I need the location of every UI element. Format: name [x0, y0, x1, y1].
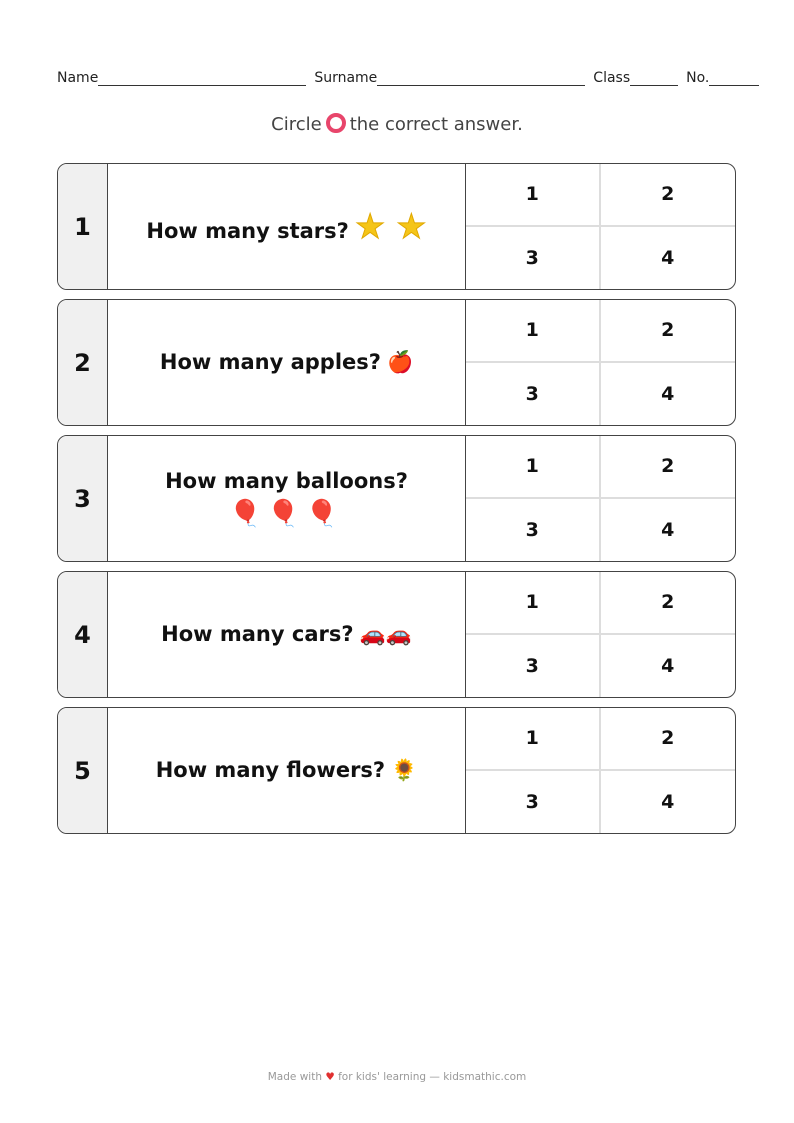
question-text: How many flowers?: [155, 758, 386, 782]
answer-option[interactable]: 2: [601, 164, 736, 227]
answer-option[interactable]: 1: [466, 436, 601, 499]
instruction: [0, 113, 794, 135]
question-row: [57, 571, 736, 698]
answer-option[interactable]: 2: [601, 300, 736, 363]
name-field[interactable]: [98, 73, 306, 86]
answer-grid: [466, 164, 735, 289]
class-field[interactable]: [630, 73, 678, 86]
answer-option[interactable]: 4: [661, 246, 675, 269]
question-number: 3: [58, 436, 108, 561]
question-text: How many cars?: [161, 622, 354, 646]
instruction-text: Circle: [271, 114, 322, 135]
question-cell: [108, 164, 466, 289]
surname-label: Surname: [314, 70, 378, 86]
footer: [0, 1071, 794, 1083]
question-cell: [108, 436, 466, 561]
question-picture-icon: 🌻: [391, 758, 418, 782]
question-cell: [108, 572, 466, 697]
question-number: 5: [58, 708, 108, 833]
answer-grid: [466, 436, 735, 561]
instruction-text: the correct answer.: [349, 114, 523, 135]
question-row: [57, 707, 736, 834]
question-number: 4: [58, 572, 108, 697]
answer-option[interactable]: 4: [661, 790, 675, 813]
no-field[interactable]: [709, 73, 759, 86]
footer-text: for kids' learning — kidsmathic.com: [338, 1071, 527, 1083]
answer-grid: [466, 572, 735, 697]
answer-option[interactable]: 4: [661, 654, 675, 677]
answer-option[interactable]: 1: [466, 572, 601, 635]
surname-field[interactable]: [377, 73, 585, 86]
answer-option[interactable]: 2: [601, 436, 736, 499]
answer-option[interactable]: 3: [466, 227, 601, 290]
answer-option[interactable]: 4: [661, 518, 675, 541]
answer-option[interactable]: 3: [466, 499, 601, 562]
question-number: 2: [58, 300, 108, 425]
footer-text: Made with: [267, 1071, 322, 1083]
question-row: [57, 163, 736, 290]
answer-option[interactable]: 2: [601, 572, 736, 635]
question-text: How many stars?: [146, 218, 349, 243]
question-picture-icon: 🚗🚗: [359, 622, 412, 646]
question-picture-icon: 🍎: [386, 350, 414, 374]
question-text: How many apples?: [159, 350, 381, 374]
answer-option[interactable]: 1: [466, 164, 601, 227]
answer-grid: [466, 708, 735, 833]
question-picture-icon: 🎈🎈🎈: [228, 498, 345, 529]
question-row: [57, 299, 736, 426]
question-row: [57, 435, 736, 562]
question-cell: [108, 300, 466, 425]
answer-option[interactable]: 1: [466, 300, 601, 363]
student-info-header: [57, 70, 773, 86]
answer-option[interactable]: 1: [466, 708, 601, 771]
answer-option[interactable]: 4: [661, 382, 675, 405]
question-text: How many balloons?: [165, 468, 408, 493]
question-number: 1: [58, 164, 108, 289]
question-picture-icon: ★ ★: [354, 206, 427, 247]
answer-option[interactable]: 3: [466, 363, 601, 426]
answer-option[interactable]: 3: [466, 635, 601, 698]
no-label: No.: [686, 70, 710, 86]
answer-grid: [466, 300, 735, 425]
question-cell: [108, 708, 466, 833]
name-label: Name: [57, 70, 99, 86]
heart-icon: ♥: [325, 1071, 335, 1083]
class-label: Class: [593, 70, 631, 86]
answer-option[interactable]: 3: [466, 771, 601, 834]
circle-icon: [326, 113, 346, 133]
answer-option[interactable]: 2: [601, 708, 736, 771]
